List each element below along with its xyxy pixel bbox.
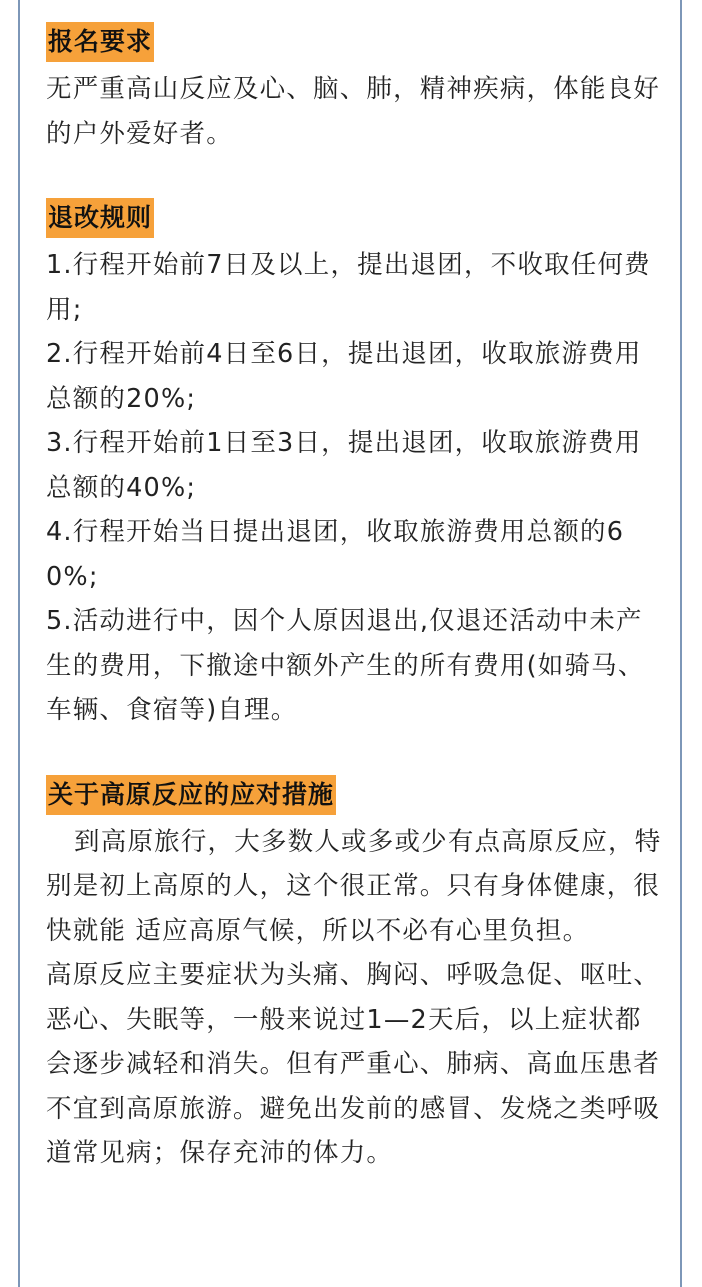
section-title-refund-rules: 退改规则 xyxy=(46,198,154,238)
section-altitude-sickness xyxy=(46,775,662,1176)
refund-rule-item: 1.行程开始前7日及以上，提出退团，不收取任何费用; xyxy=(46,250,651,325)
refund-rule-item: 2.行程开始前4日至6日，提出退团，收取旅游费用总额的20%; xyxy=(46,339,642,414)
article-content xyxy=(46,22,662,1218)
altitude-sickness-symptoms: 高原反应主要症状为头痛、胸闷、呼吸急促、呕吐、恶心、失眠等，一般来说过1—2天后，以上症状都会逐步减轻和消失。但有严重心、肺病、高血压患者不宜到高原旅游。避免出发前的感冒、发烧之类呼吸道常见病；保存充沛的体力。 xyxy=(46,960,661,1168)
section-registration-requirements xyxy=(46,22,662,156)
refund-rule-item: 4.行程开始当日提出退团，收取旅游费用总额的60%; xyxy=(46,517,625,592)
section-refund-rules xyxy=(46,198,662,733)
altitude-sickness-intro: 到高原旅行，大多数人或多或少有点高原反应，特别是初上高原的人，这个很正常。只有身体健康，很快就能 适应高原气候，所以不必有心里负担。 xyxy=(46,826,662,946)
registration-requirements-text: 无严重高山反应及心、脑、肺，精神疾病，体能良好的户外爱好者。 xyxy=(46,74,661,149)
refund-rule-item: 3.行程开始前1日至3日，提出退团，收取旅游费用总额的40%; xyxy=(46,428,642,503)
section-title-altitude-sickness: 关于高原反应的应对措施 xyxy=(46,775,336,815)
refund-rule-item: 5.活动进行中，因个人原因退出,仅退还活动中未产生的费用，下撤途中额外产生的所有费用(如骑马、车辆、食宿等)自理。 xyxy=(46,606,645,725)
section-title-registration: 报名要求 xyxy=(46,22,154,62)
